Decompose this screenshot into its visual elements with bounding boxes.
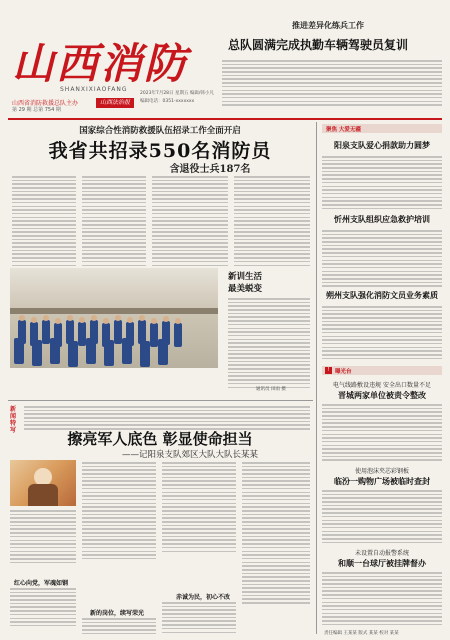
date-line: 2023年7月28日 星期五 编辑/韩小凡 [140, 91, 214, 96]
right-headline-6: 和顺一台球厅被挂牌督办 [338, 558, 426, 568]
lead-headline: 我省共招录550名消防员 [48, 140, 272, 162]
right-headline-1: 阳泉支队爱心捐款助力圆梦 [334, 140, 430, 150]
feature-col4 [242, 462, 310, 606]
right-body-6 [322, 572, 442, 627]
photo-caption-title-2: 最美蜕变 [228, 284, 263, 294]
right-headline-2: 忻州支队组织应急救护培训 [334, 214, 430, 224]
focus-banner-label: 聚焦 大爱无疆 [326, 127, 361, 133]
feature-section-3: 赤诚为民，初心不改 [176, 594, 231, 601]
side-label: 新闻特写 [10, 406, 17, 434]
right-headline-4: 晋城两家单位被责令整改 [338, 390, 426, 400]
top-story-headline: 总队圆满完成执勤车辆驾驶员复训 [228, 38, 409, 52]
focus-banner [322, 124, 442, 133]
lead-body-col2 [82, 176, 146, 268]
right-body-2 [322, 230, 442, 289]
right-headline-6-kicker: 未设置自动报警系统 [354, 550, 409, 557]
masthead-rule [8, 118, 442, 120]
feature-col3 [162, 462, 236, 554]
contact-line: 编辑电话：0351-xxxxxxx [140, 99, 195, 104]
feature-col2-bottom [82, 618, 156, 636]
masthead-issue: 第 29 期 总第 754 期 [12, 107, 61, 113]
right-body-5 [322, 490, 442, 545]
masthead-org: 山西省消防救援总队主办 [12, 100, 79, 107]
lead-subhead: 含退役士兵187名 [169, 164, 251, 175]
feature-col3-bottom [162, 602, 236, 635]
feature-subhead: ——记阳泉支队郊区大队大队长某某 [121, 450, 258, 460]
warning-icon: ! [325, 367, 332, 374]
lead-body-col1 [12, 176, 76, 268]
feature-headline: 擦亮军人底色 彰显使命担当 [67, 430, 253, 448]
feature-section-1: 红心向党，军魂如钢 [14, 580, 69, 587]
right-body-4 [322, 404, 442, 463]
top-story-body [222, 60, 442, 108]
right-headline-5: 临汾一购物广场被临时查封 [334, 476, 430, 486]
feature-section-2: 新的岗位，续写荣光 [90, 610, 145, 617]
lead-body-col3 [152, 176, 228, 268]
partner-logo: 山西法治报 [96, 98, 134, 108]
right-body-1 [322, 156, 442, 211]
right-body-3 [322, 306, 442, 361]
feature-photo [10, 460, 76, 506]
exposure-banner [322, 366, 442, 375]
lead-body-col4 [234, 176, 310, 268]
masthead-pinyin: SHANXIXIAOFANG [60, 86, 128, 93]
column-divider [316, 122, 317, 634]
photo-caption-body [228, 298, 310, 390]
feature-col1-bottom [10, 588, 76, 629]
masthead-title: 山西消防 [12, 39, 189, 88]
feature-col1-top [10, 510, 76, 565]
editor-footer: 责任编辑 王某某 版式 某某 校对 某某 [324, 631, 399, 636]
exposure-label: 曝光台 [335, 369, 352, 375]
top-story-kicker: 推进差异化练兵工作 [292, 20, 364, 30]
firefighters-figure [10, 268, 218, 368]
lead-kicker: 国家综合性消防救援队伍招录工作全面开启 [79, 126, 241, 136]
right-headline-5-kicker: 使用泡沫夹芯彩钢板 [354, 468, 409, 475]
photo-caption-title-1: 新训生活 [228, 272, 263, 282]
training-photo [10, 268, 218, 368]
photo-credit: 通讯员 田雨 摄 [256, 387, 286, 392]
feature-col2 [82, 462, 156, 562]
right-headline-3: 朔州支队强化消防文员业务素质 [326, 290, 438, 300]
right-headline-4-kicker: 电气线路敷设违规 安全出口数量不足 [333, 382, 431, 389]
feature-top-rule [8, 400, 313, 401]
